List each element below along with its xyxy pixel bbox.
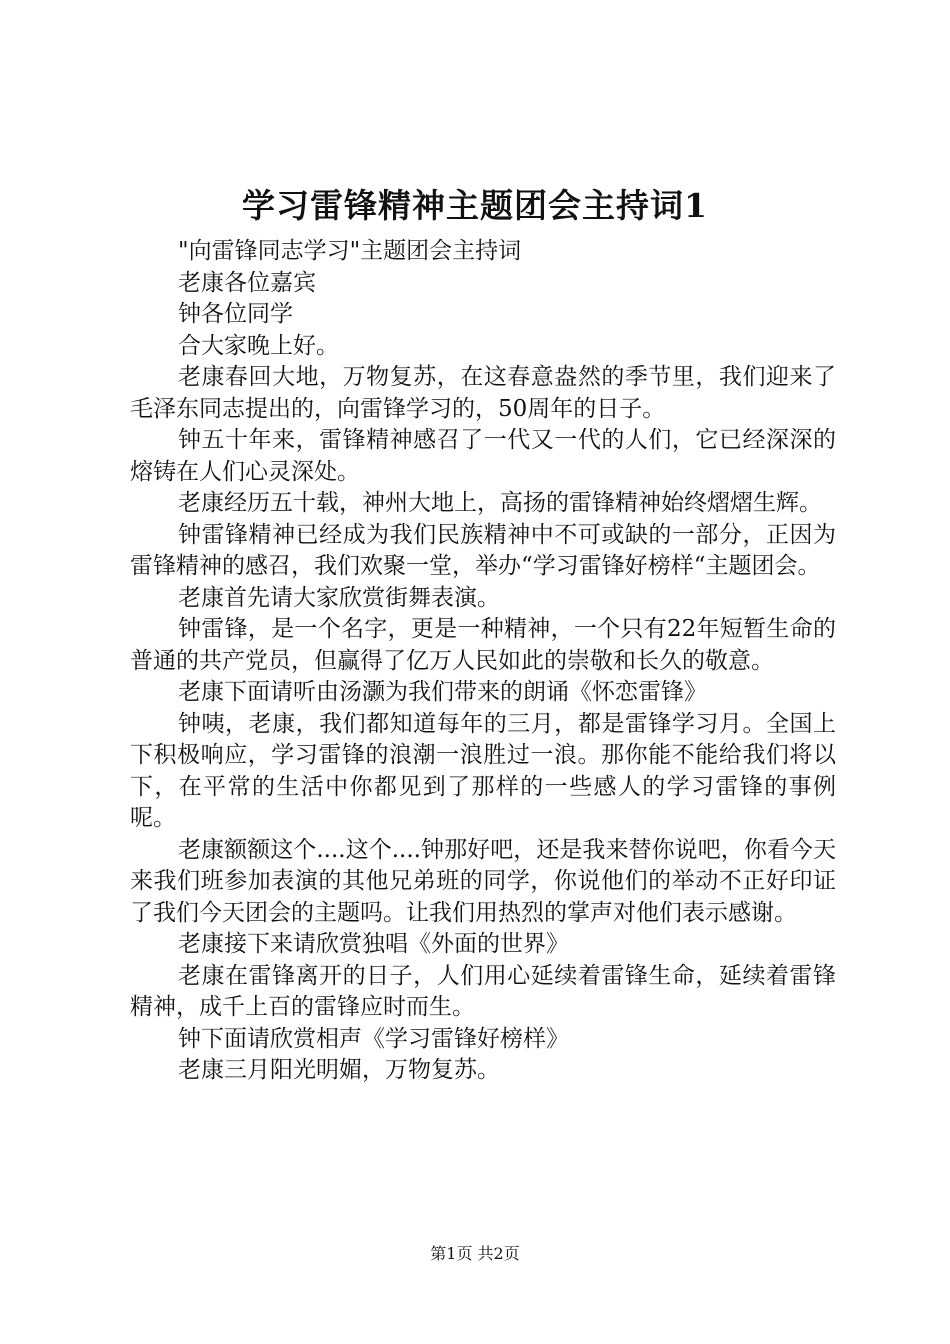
paragraph: 老康在雷锋离开的日子，人们用心延续着雷锋生命，延续着雷锋精神，成千上百的雷锋应时而生。 [130,962,836,1020]
paragraph: 钟咦，老康，我们都知道每年的三月，都是雷锋学习月。全国上下积极响应，学习雷锋的浪潮一浪胜过一浪。那你能不能给我们将以下，在平常的生活中你都见到了那样的一些感人的学习雷锋的事例呢。 [130,710,836,831]
paragraph: 老康各位嘉宾 [178,269,316,296]
paragraph: 合大家晚上好。 [178,332,339,359]
paragraph: 老康经历五十载，神州大地上，高扬的雷锋精神始终熠熠生辉。 [178,490,822,516]
paragraph: 钟下面请欣赏相声《学习雷锋好榜样》 [178,1025,569,1052]
paragraph: 老康春回大地，万物复苏，在这春意盎然的季节里，我们迎来了毛泽东同志提出的，向雷锋学习的，50周年的日子。 [130,364,836,422]
document-title: 学习雷锋精神主题团会主持词1 [242,186,708,225]
paragraph: 钟五十年来，雷锋精神感召了一代又一代的人们，它已经深深的熔铸在人们心灵深处。 [130,427,836,485]
paragraph: 老康首先请大家欣赏街舞表演。 [178,584,500,611]
paragraph: 钟雷锋，是一个名字，更是一种精神，一个只有22年短暂生命的普通的共产党员，但赢得了亿万人民如此的崇敬和长久的敬意。 [130,616,836,674]
paragraph: "向雷锋同志学习"主题团会主持词 [178,238,522,264]
document-body [130,236,836,1087]
page-number-footer: 第1页 共2页 [430,1244,520,1263]
paragraph: 钟各位同学 [178,301,293,327]
paragraph: 老康三月阳光明媚，万物复苏。 [178,1057,500,1083]
paragraph: 老康接下来请欣赏独唱《外面的世界》 [178,931,569,957]
paragraph: 老康额额这个....这个....钟那好吧，还是我来替你说吧，你看今天来我们班参加表演的其他兄弟班的同学，你说他们的举动不正好印证了我们今天团会的主题吗。让我们用热烈的掌声对他们表示感谢。 [130,836,836,926]
paragraph: 老康下面请听由汤灏为我们带来的朗诵《怀恋雷锋》 [178,679,707,705]
paragraph: 钟雷锋精神已经成为我们民族精神中不可或缺的一部分，正因为雷锋精神的感召，我们欢聚一堂，举办“学习雷锋好榜样“主题团会。 [130,521,836,579]
